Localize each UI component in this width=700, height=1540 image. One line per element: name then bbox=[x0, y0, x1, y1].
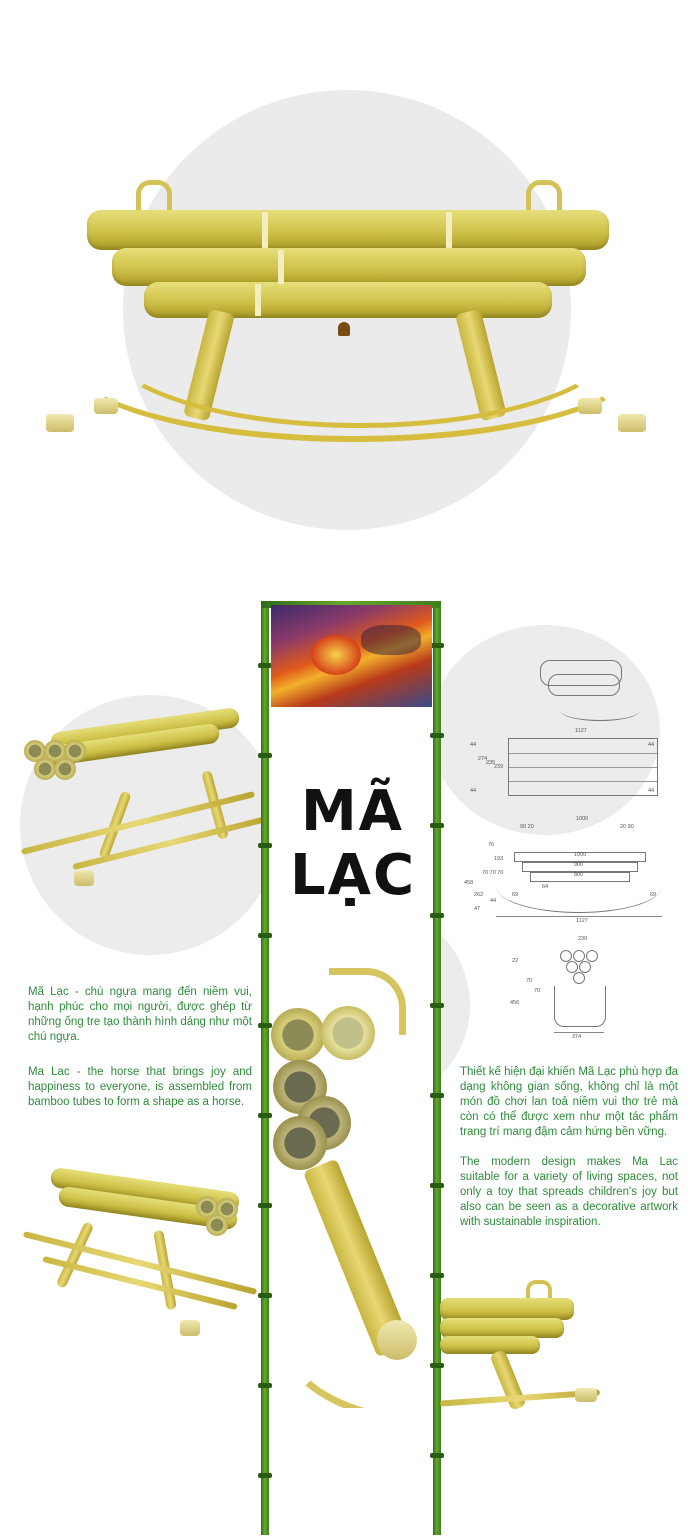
dim-lower-2: 47 bbox=[474, 906, 481, 912]
dim-lower-3: 44 bbox=[490, 898, 497, 904]
dim-angle-3: 69 bbox=[650, 892, 657, 898]
dim-base-width: 374 bbox=[572, 1034, 582, 1040]
rocker-end-cap bbox=[618, 414, 646, 432]
historical-painting-image bbox=[271, 605, 432, 707]
dim-bottom-width: 1127 bbox=[576, 918, 588, 924]
rocker-end-cap bbox=[94, 398, 118, 414]
dim-angle-2: 64 bbox=[542, 884, 549, 890]
top-tube bbox=[87, 210, 609, 250]
rocker-end-cap bbox=[46, 414, 74, 432]
rocker-rail bbox=[100, 250, 620, 428]
dim-mid-left: 90 20 bbox=[520, 824, 534, 830]
dim-front-2: 70 bbox=[526, 978, 533, 984]
rocker-end-cap bbox=[578, 398, 602, 414]
perspective-render-front bbox=[10, 690, 260, 900]
closeup-render bbox=[269, 968, 433, 1408]
dim-lower-1: 262 bbox=[474, 892, 484, 898]
iso-sketch bbox=[540, 640, 630, 720]
dim-mid-width: 1000 bbox=[576, 816, 589, 822]
side-render-partial bbox=[440, 1280, 620, 1430]
perspective-render-side bbox=[10, 1140, 260, 1350]
dim-side-1: 76 bbox=[488, 842, 495, 848]
dim-side-3: 70 70 70 bbox=[482, 870, 504, 876]
front-view-legs bbox=[554, 986, 606, 1027]
dim-front-1: 22 bbox=[512, 958, 519, 964]
technical-drawing bbox=[460, 630, 685, 1050]
dim-top-width: 1127 bbox=[575, 728, 587, 734]
dim-angle-1: 69 bbox=[512, 892, 519, 898]
description-vi-2: Thiết kế hiện đại khiến Mã Lạc phù hợp đa dạng không gian sống, không chỉ là một món đồ chơi lan toả niềm vui thơ trẻ mà còn có thể được xem như một tác phẩm trang trí mang đậm cảm hứng bền vững. bbox=[460, 1066, 678, 1138]
front-view-tubes bbox=[560, 950, 600, 984]
dim-top-7: 44 bbox=[648, 788, 655, 794]
dim-top-5: 44 bbox=[470, 788, 477, 794]
tube-joint bbox=[262, 212, 268, 248]
bamboo-frame-left bbox=[261, 603, 269, 1535]
dim-top-1: 44 bbox=[470, 742, 477, 748]
top-view-drawing bbox=[508, 738, 658, 796]
dim-top-2: 274 bbox=[478, 756, 488, 762]
dim-top-3: 235 bbox=[486, 760, 496, 766]
dim-front-width: 230 bbox=[578, 936, 588, 942]
dim-side-2: 193 bbox=[494, 856, 504, 862]
product-title bbox=[290, 780, 415, 908]
title-line-2: LẠC bbox=[290, 843, 417, 908]
dim-top-4: 239 bbox=[494, 764, 504, 770]
dim-mid-right: 20 90 bbox=[620, 824, 634, 830]
description-en-2: The modern design makes Ma Lac suitable for a variety of living spaces, not only a toy that spreads children's joy but also can be seen as a decorative artwork with sustainable inspiration. bbox=[460, 1156, 678, 1228]
hero-rocking-horse-render bbox=[0, 0, 700, 540]
dim-top-6: 44 bbox=[648, 742, 655, 748]
dim-front-3: 70 bbox=[534, 988, 541, 994]
description-en-1: Ma Lac - the horse that brings joy and happiness to everyone, is assembled from bamboo tubes to form a shape as a horse. bbox=[28, 1066, 252, 1108]
dim-bar-2: 900 bbox=[574, 862, 584, 868]
title-line-1: MÃ bbox=[300, 779, 405, 844]
side-rocker bbox=[496, 860, 662, 913]
dim-bar-1: 1000 bbox=[574, 852, 587, 858]
description-vi-1: Mã Lạc - chú ngựa mang đến niềm vui, hạnh phúc cho mọi người, được ghép từ những ống tre tạo thành hình dáng như một chú ngựa. bbox=[28, 986, 252, 1043]
dim-bar-3: 800 bbox=[574, 872, 584, 878]
tube-joint bbox=[446, 212, 452, 248]
dim-height: 458 bbox=[464, 880, 474, 886]
dim-front-height: 456 bbox=[510, 1000, 520, 1006]
